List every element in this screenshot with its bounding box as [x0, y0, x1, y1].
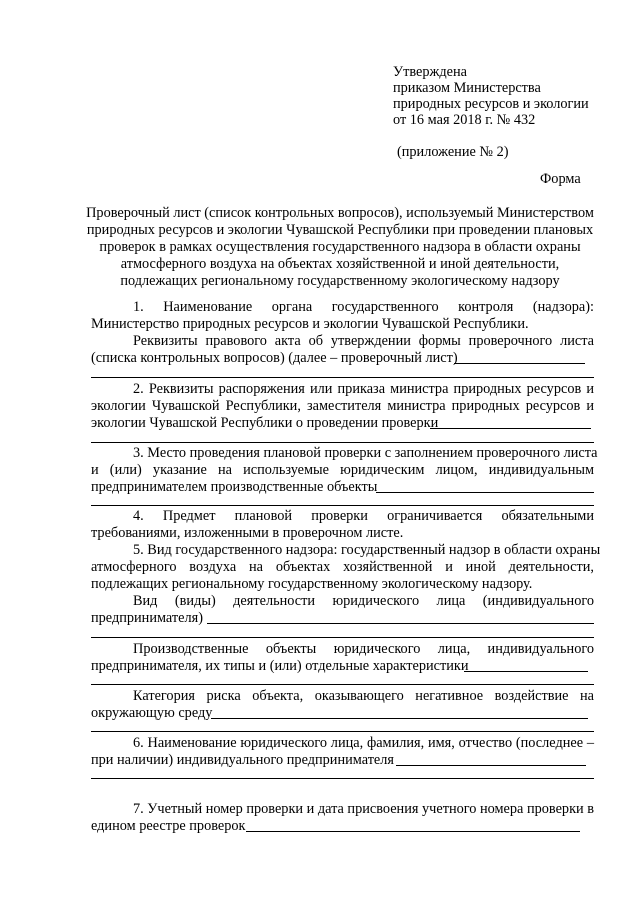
form-label: Форма: [540, 171, 581, 187]
objects-line-2: предпринимателя, их типы и (или) отдельные характеристики: [91, 658, 469, 674]
section3-line-1: 3. Место проведения плановой проверки с заполнением проверочного листа: [133, 445, 598, 461]
section3-line-3: предпринимателем производственные объекты: [91, 479, 378, 495]
title-line-1: Проверочный лист (список контрольных вопросов), используемый Министерством: [86, 205, 594, 221]
activity-blank-line[interactable]: [91, 637, 594, 638]
section1-blank-inline[interactable]: [454, 363, 585, 364]
section6-line-2: при наличии) индивидуального предпринимателя: [91, 752, 394, 768]
title-line-3: проверок в рамках осуществления государственного надзора в области охраны: [99, 239, 581, 255]
section5-line-1: 5. Вид государственного надзора: государственный надзор в области охраны: [133, 542, 601, 558]
activity-line-2: предпринимателя): [91, 610, 203, 626]
title-line-2: природных ресурсов и экологии Чувашской Республики при проведении плановых: [86, 222, 594, 238]
section2-blank-line[interactable]: [91, 442, 594, 443]
section7-line-1: 7. Учетный номер проверки и дата присвоения учетного номера проверки в: [133, 801, 594, 817]
section6-blank-inline[interactable]: [396, 765, 586, 766]
risk-blank-line[interactable]: [91, 731, 594, 732]
section1-line-3: Реквизиты правового акта об утверждении формы проверочного листа: [133, 333, 594, 349]
section2-line-1: 2. Реквизиты распоряжения или приказа министра природных ресурсов и: [133, 381, 594, 397]
approval-line-3: природных ресурсов и экологии: [393, 96, 589, 112]
approval-line-4: от 16 мая 2018 г. № 432: [393, 112, 536, 128]
objects-blank-line[interactable]: [91, 684, 594, 685]
section3-blank-inline[interactable]: [376, 492, 594, 493]
risk-line-2: окружающую среду: [91, 705, 213, 721]
section7-line-2: едином реестре проверок: [91, 818, 246, 834]
section2-line-2: экологии Чувашской Республики, заместителя министра природных ресурсов и: [91, 398, 594, 414]
risk-line-1: Категория риска объекта, оказывающего негативное воздействие на: [133, 688, 594, 704]
section3-blank-line[interactable]: [91, 505, 594, 506]
section3-line-2: и (или) указание на используемые юридическим лицом, индивидуальным: [91, 462, 594, 478]
title-line-4: атмосферного воздуха на объектах хозяйственной и иной деятельности,: [120, 256, 560, 272]
risk-blank-inline[interactable]: [211, 718, 588, 719]
section2-blank-inline[interactable]: [430, 428, 591, 429]
section6-blank-line[interactable]: [91, 778, 594, 779]
activity-blank-inline[interactable]: [207, 623, 594, 624]
section5-line-2: атмосферного воздуха на объектах хозяйственной и иной деятельности,: [91, 559, 594, 575]
objects-blank-inline[interactable]: [464, 671, 588, 672]
section2-line-3: экологии Чувашской Республики о проведении проверки: [91, 415, 439, 431]
section1-line-2: Министерство природных ресурсов и экологии Чувашской Республики.: [91, 316, 529, 332]
section5-line-3: подлежащих региональному государственному экологическому надзору.: [91, 576, 533, 592]
section7-blank-inline[interactable]: [246, 831, 580, 832]
section1-line-1: 1. Наименование органа государственного контроля (надзора):: [133, 299, 594, 315]
activity-line-1: Вид (виды) деятельности юридического лица (индивидуального: [133, 593, 594, 609]
section4-line-2: требованиями, изложенными в проверочном листе.: [91, 525, 404, 541]
title-line-5: подлежащих региональному государственному экологическому надзору: [120, 273, 560, 289]
appendix-label: (приложение № 2): [397, 144, 509, 160]
section6-line-1: 6. Наименование юридического лица, фамилия, имя, отчество (последнее –: [133, 735, 594, 751]
section4-line-1: 4. Предмет плановой проверки ограничивается обязательными: [133, 508, 594, 524]
approval-line-1: Утверждена: [393, 64, 468, 80]
objects-line-1: Производственные объекты юридического лица, индивидуального: [133, 641, 594, 657]
section1-line-4: (списка контрольных вопросов) (далее – проверочный лист): [91, 350, 458, 366]
approval-line-2: приказом Министерства: [393, 80, 541, 96]
section1-blank-line[interactable]: [91, 377, 594, 378]
